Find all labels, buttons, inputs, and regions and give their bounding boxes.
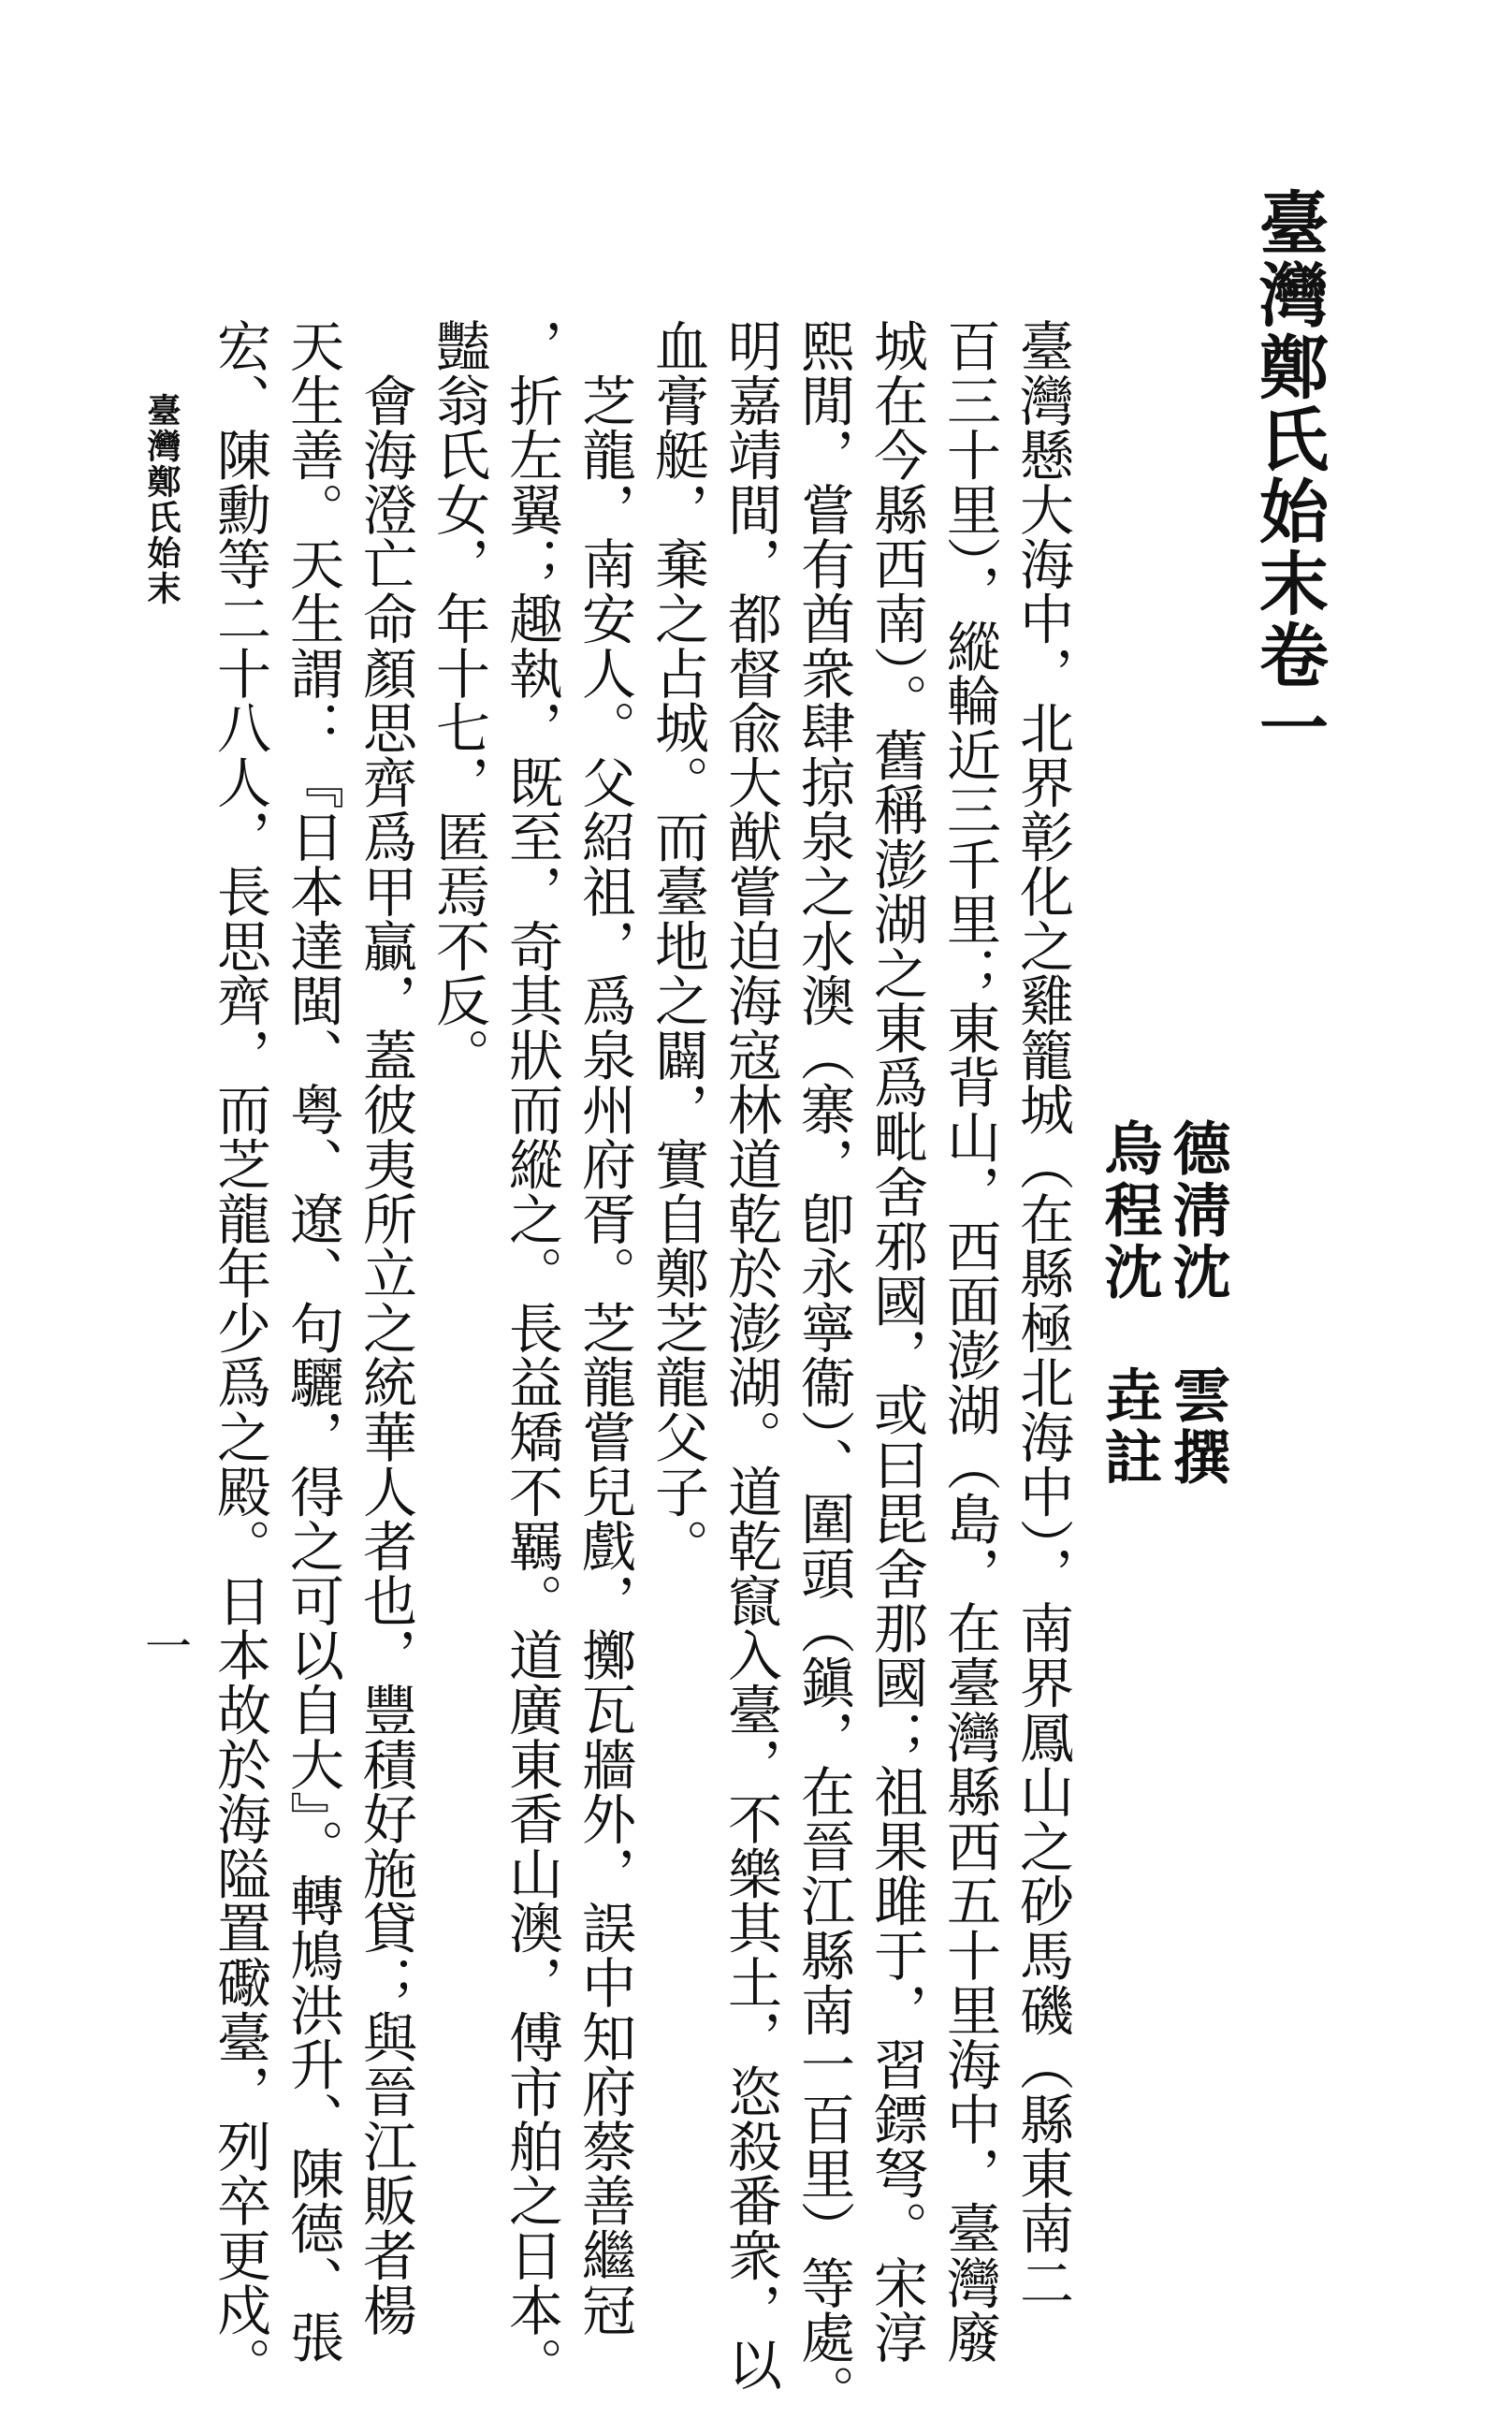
author-line-1: 德淸沈 雲撰 xyxy=(1163,1118,1231,1489)
body-line-11: 天生善。天生謂：『日本達閩、粤、遼、句驪，得之可以自大』。轉鳩洪升、陳德、張 xyxy=(281,318,344,2365)
body-line-3: 城在今縣西南）。舊稱澎湖之東爲毗舍邪國，或曰毘舍那國；祖果雎于，習鏢弩。宋淳 xyxy=(865,318,928,2365)
body-line-2: 百三十里），縱輪近三千里；東背山，西面澎湖（島，在臺灣縣西五十里海中，臺灣廢 xyxy=(938,318,1001,2365)
body-line-8: ，折左翼；趣執，既至，奇其狀而縱之。長益矯不羈。道廣東香山澳，傅市舶之日本。 xyxy=(500,318,563,2392)
page-title: 臺灣鄭氏始末卷一 xyxy=(1248,187,1329,764)
body-line-5: 明嘉靖間，都督兪大猷嘗迫海寇林道乾於澎湖。道乾竄入臺，不樂其土，恣殺番衆，以 xyxy=(719,318,782,2392)
running-footer-title: 臺灣鄭氏始末 xyxy=(142,393,182,606)
body-line-7: 芝龍，南安人。父紹祖，爲泉州府胥。芝龍嘗兒戲，擲瓦牆外，誤中知府蔡善繼冠 xyxy=(573,318,636,2338)
body-line-10: 會海澄亡命顏思齊爲甲贏，蓋彼夷所立之統華人者也，豐積好施貸；與晉江販者楊 xyxy=(354,318,417,2338)
body-line-4: 熙閒，嘗有酋衆肆掠泉之水澳（寨，卽永寧衞）、圍頭（鎭，在晉江縣南一百里）等處。 xyxy=(792,318,855,2419)
page-number: 一 xyxy=(145,1620,192,1674)
body-line-9: 豔翁氏女，年十七，匿焉不反。 xyxy=(427,318,490,1083)
author-line-2: 烏程沈 垚註 xyxy=(1095,1118,1163,1489)
body-line-12: 宏、陳勳等二十八人，長思齊，而芝龍年少爲之殿。日本故於海隘置礮臺，列卒更戍。 xyxy=(208,318,271,2392)
body-line-1: 臺灣懸大海中，北界彰化之雞籠城（在縣極北海中），南界鳳山之砂馬磯（縣東南二 xyxy=(1010,318,1074,2310)
body-line-6: 血膏艇，棄之占城。而臺地之闢，實自鄭芝龍父子。 xyxy=(646,318,709,1573)
